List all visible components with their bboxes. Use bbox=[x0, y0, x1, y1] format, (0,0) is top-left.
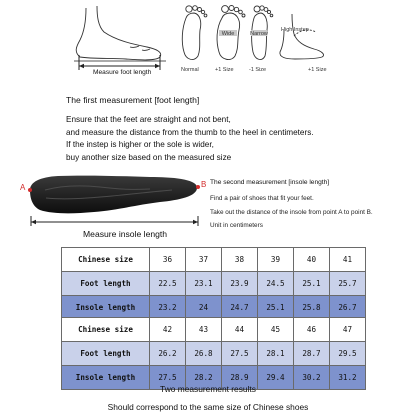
high-instep-tag: High Instep bbox=[281, 27, 309, 33]
table-cell: 40 bbox=[294, 248, 330, 272]
table-cell: 22.5 bbox=[150, 272, 186, 296]
table-cell: 36 bbox=[150, 248, 186, 272]
second-measurement-body bbox=[210, 192, 410, 233]
point-b-marker bbox=[196, 185, 200, 189]
size-table-2 bbox=[61, 317, 366, 390]
point-b-label: B bbox=[201, 180, 207, 189]
second-measurement-heading: The second measurement [insole length] bbox=[210, 179, 330, 186]
second-measurement-line: Find a pair of shoes that fit your feet. bbox=[210, 195, 314, 202]
row-header: Insole length bbox=[62, 296, 150, 320]
foot-length-dimension bbox=[79, 55, 160, 70]
narrow-tag: Narrow bbox=[250, 31, 268, 37]
insole-length-row bbox=[62, 296, 366, 320]
table-cell: 44 bbox=[222, 318, 258, 342]
table-cell: 25.8 bbox=[294, 296, 330, 320]
footprint-normal bbox=[182, 6, 207, 60]
size-table-1 bbox=[61, 247, 366, 320]
table-cell: 28.1 bbox=[258, 342, 294, 366]
insole-length-dimension bbox=[31, 216, 198, 226]
second-measurement-line: Take out the distance of the insole from point A to point B. bbox=[210, 208, 373, 216]
table-cell: 41 bbox=[330, 248, 366, 272]
table-cell: 25.1 bbox=[294, 272, 330, 296]
first-measurement-line: If the instep is higher or the sole is wider, bbox=[66, 140, 214, 149]
table-cell: 42 bbox=[150, 318, 186, 342]
point-a-label: A bbox=[20, 183, 26, 192]
table-cell: 26.2 bbox=[150, 342, 186, 366]
first-measurement-line: Ensure that the feet are straight and not bent, bbox=[66, 115, 231, 124]
table-cell: 26.7 bbox=[330, 296, 366, 320]
table-cell: 46 bbox=[294, 318, 330, 342]
table-cell: 25.7 bbox=[330, 272, 366, 296]
table-cell: 29.5 bbox=[330, 342, 366, 366]
wide-size-label: +1 Size bbox=[215, 67, 234, 73]
table-cell: 45 bbox=[258, 318, 294, 342]
chinese-size-row bbox=[62, 318, 366, 342]
table-cell: 23.1 bbox=[186, 272, 222, 296]
row-header: Chinese size bbox=[62, 248, 150, 272]
table-cell: 29.4 bbox=[258, 366, 294, 390]
foot-measure-figure bbox=[0, 0, 416, 86]
table-cell: 43 bbox=[186, 318, 222, 342]
table-cell: 30.2 bbox=[294, 366, 330, 390]
table-cell: 47 bbox=[330, 318, 366, 342]
point-a-marker bbox=[28, 188, 32, 192]
row-header: Foot length bbox=[62, 272, 150, 296]
footer-line-2: Should correspond to the same size of Chinese shoes bbox=[107, 402, 309, 412]
measure-foot-length-label: Measure foot length bbox=[93, 69, 152, 76]
table-cell: 26.8 bbox=[186, 342, 222, 366]
chinese-size-row bbox=[62, 248, 366, 272]
table-cell: 24 bbox=[186, 296, 222, 320]
second-measurement-line: Unit in centimeters bbox=[210, 222, 263, 230]
table-cell: 25.1 bbox=[258, 296, 294, 320]
table-cell: 23.9 bbox=[222, 272, 258, 296]
first-measurement-heading: The first measurement [foot length] bbox=[66, 95, 200, 105]
first-measurement-line: buy another size based on the measured size bbox=[66, 152, 232, 162]
insole-shape bbox=[30, 176, 197, 214]
high-instep-foot bbox=[280, 14, 324, 59]
table-cell: 28.2 bbox=[186, 366, 222, 390]
footer-line-1: Two measurement results bbox=[160, 384, 256, 394]
table-cell: 28.9 bbox=[222, 366, 258, 390]
measure-insole-length-label: Measure insole length bbox=[83, 229, 168, 239]
table-cell: 27.5 bbox=[150, 366, 186, 390]
high-instep-size-label: +1 Size bbox=[308, 67, 327, 73]
table-cell: 24.5 bbox=[258, 272, 294, 296]
row-header: Chinese size bbox=[62, 318, 150, 342]
first-measurement-line: and measure the distance from the thumb to the heel in centimeters. bbox=[66, 127, 314, 137]
table-cell: 28.7 bbox=[294, 342, 330, 366]
table-cell: 24.7 bbox=[222, 296, 258, 320]
table-cell: 27.5 bbox=[222, 342, 258, 366]
foot-length-row bbox=[62, 272, 366, 296]
wide-tag: Wide bbox=[221, 31, 235, 37]
row-header: Insole length bbox=[62, 366, 150, 390]
table-cell: 39 bbox=[258, 248, 294, 272]
table-cell: 38 bbox=[222, 248, 258, 272]
narrow-size-label: -1 Size bbox=[249, 67, 267, 73]
normal-label: Normal bbox=[181, 67, 199, 73]
table-cell: 31.2 bbox=[330, 366, 366, 390]
row-header: Foot length bbox=[62, 342, 150, 366]
first-measurement-body bbox=[66, 114, 406, 164]
foot-length-row bbox=[62, 342, 366, 366]
side-foot-illustration bbox=[76, 6, 160, 60]
table-cell: 23.2 bbox=[150, 296, 186, 320]
table-cell: 37 bbox=[186, 248, 222, 272]
